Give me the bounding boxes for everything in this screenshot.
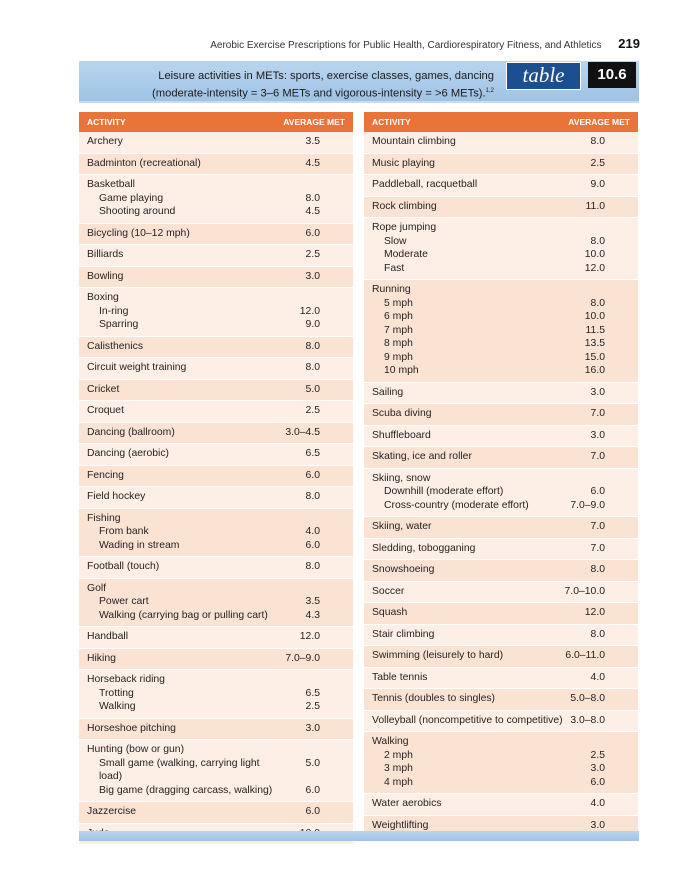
table-row [79, 509, 353, 558]
met-value: 11.5 [585, 324, 605, 336]
row-line [87, 227, 345, 241]
met-value: 3.0 [590, 763, 605, 774]
table-caption [152, 69, 494, 102]
sub-activity-line [87, 192, 345, 206]
table-row [364, 218, 638, 280]
met-value: 4.0 [590, 671, 605, 683]
sub-activity-line [87, 318, 345, 332]
row-line [87, 447, 345, 461]
met-value [565, 283, 630, 297]
met-value: 2.5 [305, 249, 320, 260]
average-met-header: AVERAGE MET [568, 117, 630, 127]
table-tag: table [506, 62, 581, 90]
met-value: 3.0–4.5 [285, 426, 320, 438]
sub-activity-line [372, 499, 630, 513]
row-line [87, 652, 345, 666]
table-row [364, 517, 638, 539]
met-value: 6.0 [305, 227, 320, 239]
met-value: 4.0 [305, 526, 320, 537]
activity-name: Jazzercise [87, 806, 137, 817]
row-line [372, 819, 630, 833]
met-value: 6.5 [305, 687, 320, 699]
row-line [372, 407, 630, 421]
met-value: 8.0 [590, 628, 605, 640]
met-value: 6.0 [305, 469, 320, 481]
sub-activity-name: 2 mph [384, 749, 413, 761]
row-line [87, 426, 345, 440]
met-value: 2.5 [590, 157, 605, 169]
met-value: 4.5 [305, 206, 320, 217]
activity-name: Field hockey [87, 491, 146, 502]
row-line [87, 248, 345, 262]
table-row [364, 175, 638, 197]
activity-name: Basketball [87, 179, 135, 190]
sub-activity-line [87, 525, 345, 539]
caption-line-1: Leisure activities in METs: sports, exercise classes, games, dancing [158, 70, 494, 82]
sub-activity-name: 6 mph [384, 311, 413, 322]
table-row [79, 245, 353, 267]
page-number: 219 [618, 36, 640, 51]
activity-name: Shuffleboard [372, 429, 431, 441]
met-value: 8.0 [590, 235, 605, 247]
activity-name: Circuit weight training [87, 362, 187, 373]
sub-activity-name: 7 mph [384, 324, 413, 336]
row-line [372, 797, 630, 811]
caption-line-2: (moderate-intensity = 3–6 METs and vigorous-intensity = >6 METs).$^{1,2}$ [152, 87, 494, 100]
table-row [364, 711, 638, 733]
met-value: 8.0 [305, 491, 320, 502]
table-row [364, 560, 638, 582]
met-value: 3.0 [590, 819, 605, 831]
row-line [87, 805, 345, 819]
met-value: 8.0 [590, 564, 605, 575]
activity-name: Scuba diving [372, 408, 432, 419]
left-table-body [79, 132, 353, 845]
met-value: 5.0 [305, 757, 320, 769]
sub-activity-name: Trotting [99, 687, 134, 699]
table-row [364, 154, 638, 176]
sub-activity-line [87, 539, 345, 553]
table-row [79, 401, 353, 423]
sub-activity-name: Walking [99, 701, 136, 712]
row-line [87, 270, 345, 284]
table-row [364, 426, 638, 448]
sub-activity-line [372, 235, 630, 249]
right-column-header [364, 112, 638, 132]
table-row [79, 487, 353, 509]
met-value: 7.0 [590, 408, 605, 419]
met-value: 12.0 [299, 631, 320, 642]
row-line [372, 628, 630, 642]
table-row [79, 175, 353, 224]
activity-name: Badminton (recreational) [87, 157, 201, 169]
met-value: 3.0–8.0 [570, 714, 605, 726]
activity-name: Tennis (doubles to singles) [372, 693, 496, 704]
activity-name: Skiing, snow [372, 472, 431, 484]
activity-name: Soccer [372, 585, 405, 597]
activity-name: Skating, ice and roller [372, 451, 472, 462]
met-value: 6.0 [305, 784, 320, 796]
activity-name: Water aerobics [372, 798, 442, 809]
row-line [372, 563, 630, 577]
row-line [87, 361, 345, 375]
met-value: 3.0 [590, 386, 605, 398]
met-value: 3.0 [590, 429, 605, 441]
table-number: 10.6 [588, 62, 636, 88]
right-table-column [364, 112, 638, 837]
met-value: 5.0 [305, 383, 320, 395]
sub-activity-line [372, 310, 630, 324]
activity-name: Running [372, 284, 411, 295]
sub-activity-name: Big game (dragging carcass, walking) [99, 784, 273, 796]
met-value: 11.0 [585, 200, 605, 212]
running-header [0, 36, 640, 51]
sub-activity-name: 10 mph [384, 365, 419, 376]
met-value: 3.5 [305, 136, 320, 147]
sub-activity-name: Slow [384, 235, 407, 247]
row-line [372, 735, 630, 749]
met-value: 2.5 [305, 405, 320, 416]
activity-name: Croquet [87, 405, 124, 416]
activity-name: Boxing [87, 292, 119, 303]
sub-activity-name: Game playing [99, 192, 164, 204]
activity-name: Football (touch) [87, 561, 160, 572]
row-line [372, 450, 630, 464]
activity-name: Billiards [87, 249, 124, 260]
row-line [372, 157, 630, 171]
row-line [372, 606, 630, 620]
average-met-header: AVERAGE MET [283, 117, 345, 127]
activity-name: Weightlifting [372, 819, 429, 831]
table-row [364, 689, 638, 711]
activity-name: Fishing [87, 512, 121, 524]
met-value: 8.0 [590, 136, 605, 147]
sub-activity-name: From bank [99, 526, 149, 537]
sub-activity-line [87, 305, 345, 319]
row-line [372, 585, 630, 599]
activity-name: Bicycling (10–12 mph) [87, 227, 190, 239]
sub-activity-name: Wading in stream [99, 539, 180, 551]
table-row [79, 132, 353, 154]
sub-activity-name: Power cart [99, 596, 149, 607]
table-row [79, 740, 353, 802]
activity-name: Archery [87, 136, 123, 147]
table-row [364, 539, 638, 561]
row-line [372, 386, 630, 400]
row-line [87, 469, 345, 483]
sub-activity-line [87, 757, 345, 784]
met-value: 10.0 [584, 311, 605, 322]
met-value: 2.5 [305, 701, 320, 712]
met-value [280, 582, 345, 596]
row-line [87, 340, 345, 354]
met-value [280, 178, 345, 192]
row-line [87, 512, 345, 526]
table-row [79, 627, 353, 649]
row-line [87, 490, 345, 504]
table-row [79, 358, 353, 380]
table-row [79, 337, 353, 359]
activity-name: Snowshoeing [372, 564, 435, 575]
table-row [364, 383, 638, 405]
sub-activity-line [372, 364, 630, 378]
activity-name: Hunting (bow or gun) [87, 744, 185, 755]
sub-activity-line [87, 784, 345, 798]
activity-name: Paddleball, racquetball [372, 179, 478, 190]
row-line [87, 743, 345, 757]
table-row [79, 579, 353, 628]
row-line [372, 520, 630, 534]
row-line [87, 722, 345, 736]
met-value: 5.0–8.0 [570, 693, 605, 704]
table-row [364, 732, 638, 794]
table-row [364, 646, 638, 668]
sub-activity-name: 9 mph [384, 351, 413, 363]
sub-activity-name: 3 mph [384, 763, 413, 774]
met-value: 4.5 [305, 157, 320, 169]
activity-name: Fencing [87, 469, 124, 481]
met-value: 8.0 [590, 297, 605, 309]
activity-name: Calisthenics [87, 340, 144, 352]
met-value: 4.0 [590, 798, 605, 809]
activity-name: Mountain climbing [372, 136, 456, 147]
table-row [79, 444, 353, 466]
row-line [372, 283, 630, 297]
table-row [79, 649, 353, 671]
sub-activity-line [372, 762, 630, 776]
table-row [79, 288, 353, 337]
row-line [372, 429, 630, 443]
row-line [372, 200, 630, 214]
activity-name: Sailing [372, 386, 404, 398]
table-row [364, 447, 638, 469]
sub-activity-line [372, 776, 630, 790]
sub-activity-line [87, 609, 345, 623]
met-value: 6.0 [590, 776, 605, 788]
activity-name: Music playing [372, 157, 435, 169]
sub-activity-name: Walking (carrying bag or pulling cart) [99, 609, 268, 621]
activity-name: Rock climbing [372, 200, 437, 212]
running-title: Aerobic Exercise Prescriptions for Public Health, Cardiorespiratory Fitness, and Athletics [210, 40, 602, 51]
table-row [364, 469, 638, 518]
sub-activity-name: Sparring [99, 319, 139, 330]
row-line [372, 671, 630, 685]
met-value [280, 291, 345, 305]
met-value: 3.0 [305, 722, 320, 734]
sub-activity-line [87, 595, 345, 609]
sub-activity-line [372, 351, 630, 365]
left-table-column [79, 112, 353, 845]
met-value: 13.5 [584, 338, 605, 349]
table-row [79, 267, 353, 289]
sub-activity-name: Moderate [384, 249, 428, 260]
row-line [372, 714, 630, 728]
sub-activity-name: 5 mph [384, 297, 413, 309]
table-row [79, 670, 353, 719]
row-line [87, 582, 345, 596]
sub-activity-name: Downhill (moderate effort) [384, 486, 504, 497]
met-value: 12.0 [584, 262, 605, 274]
sub-activity-line [87, 687, 345, 701]
met-value: 12.0 [584, 607, 605, 618]
table-row [364, 603, 638, 625]
row-line [87, 157, 345, 171]
table-row [364, 280, 638, 383]
sub-activity-line [372, 485, 630, 499]
met-value [565, 221, 630, 235]
met-value: 7.0–9.0 [570, 499, 605, 511]
activity-name: Bowling [87, 270, 124, 282]
activity-name: Golf [87, 582, 107, 594]
activity-name: Horseshoe pitching [87, 722, 176, 734]
row-line [87, 291, 345, 305]
right-table-body [364, 132, 638, 837]
activity-name: Squash [372, 607, 408, 618]
sub-activity-line [372, 337, 630, 351]
met-value: 3.0 [305, 270, 320, 282]
met-value: 12.0 [299, 305, 320, 317]
caption-reference: 1,2 [485, 88, 494, 94]
table-row [79, 719, 353, 741]
met-value: 4.3 [305, 609, 320, 621]
met-value: 6.0–11.0 [565, 650, 605, 661]
sub-activity-name: Shooting around [99, 206, 176, 217]
row-line [87, 404, 345, 418]
table-row [364, 794, 638, 816]
activity-name: Dancing (ballroom) [87, 426, 175, 438]
row-line [372, 472, 630, 486]
activity-name: Sledding, tobogganing [372, 542, 476, 554]
table-row [364, 404, 638, 426]
activity-name: Walking [372, 736, 409, 747]
sub-activity-line [372, 324, 630, 338]
activity-header: ACTIVITY [87, 117, 126, 127]
met-value: 9.0 [305, 319, 320, 330]
table-row [364, 132, 638, 154]
sub-activity-line [87, 205, 345, 219]
row-line [372, 692, 630, 706]
met-value: 3.5 [305, 596, 320, 607]
met-value: 7.0 [590, 451, 605, 462]
sub-activity-name: In-ring [99, 305, 129, 317]
activity-name: Hiking [87, 652, 116, 664]
activity-name: Handball [87, 631, 129, 642]
sub-activity-line [372, 262, 630, 276]
activity-header: ACTIVITY [372, 117, 411, 127]
met-value: 8.0 [305, 561, 320, 572]
footer-bar [79, 831, 639, 841]
sub-activity-name: 8 mph [384, 338, 413, 349]
met-value: 8.0 [305, 192, 320, 204]
activity-name: Horseback riding [87, 674, 165, 685]
sub-activity-name: 4 mph [384, 776, 413, 788]
row-line [87, 383, 345, 397]
table-row [79, 224, 353, 246]
met-value: 15.0 [584, 351, 605, 363]
sub-activity-name: Fast [384, 262, 405, 274]
row-line [372, 178, 630, 192]
table-row [364, 582, 638, 604]
met-value [280, 512, 345, 526]
row-line [372, 649, 630, 663]
met-value: 7.0–10.0 [564, 585, 605, 597]
activity-name: Swimming (leisurely to hard) [372, 650, 504, 661]
met-value: 7.0 [590, 521, 605, 532]
row-line [87, 178, 345, 192]
table-row [79, 802, 353, 824]
table-row [79, 466, 353, 488]
row-line [87, 630, 345, 644]
activity-name: Volleyball (noncompetitive to competitive) [372, 714, 563, 726]
sub-activity-line [372, 297, 630, 311]
activity-name: Table tennis [372, 671, 428, 683]
row-line [372, 135, 630, 149]
met-value: 6.5 [305, 448, 320, 459]
met-value: 7.0–9.0 [285, 652, 320, 664]
row-line [372, 221, 630, 235]
met-value: 16.0 [584, 365, 605, 376]
met-value: 6.0 [305, 806, 320, 817]
met-value: 7.0 [590, 542, 605, 554]
activity-name: Stair climbing [372, 628, 435, 640]
row-line [87, 560, 345, 574]
met-value [280, 673, 345, 687]
table-row [79, 154, 353, 176]
sub-activity-line [372, 749, 630, 763]
sub-activity-name: Small game (walking, carrying light load) [99, 757, 260, 782]
table-row [79, 380, 353, 402]
met-value: 8.0 [305, 340, 320, 352]
sub-activity-line [87, 700, 345, 714]
met-value: 10.0 [584, 249, 605, 260]
row-line [87, 673, 345, 687]
sub-activity-line [372, 248, 630, 262]
sub-activity-name: Cross-country (moderate effort) [384, 499, 529, 511]
table-row [79, 557, 353, 579]
left-column-header [79, 112, 353, 132]
met-value [280, 743, 345, 757]
met-value: 9.0 [590, 179, 605, 190]
met-value [565, 472, 630, 486]
row-line [87, 135, 345, 149]
met-value: 6.0 [590, 486, 605, 497]
table-row [364, 668, 638, 690]
activity-name: Cricket [87, 383, 120, 395]
table-row [364, 625, 638, 647]
table-row [79, 423, 353, 445]
met-value [565, 735, 630, 749]
activity-name: Rope jumping [372, 222, 437, 233]
met-value: 2.5 [590, 749, 605, 761]
met-value: 6.0 [305, 539, 320, 551]
activity-name: Dancing (aerobic) [87, 448, 170, 459]
met-value: 8.0 [305, 362, 320, 373]
row-line [372, 542, 630, 556]
activity-name: Skiing, water [372, 521, 432, 532]
table-row [364, 197, 638, 219]
